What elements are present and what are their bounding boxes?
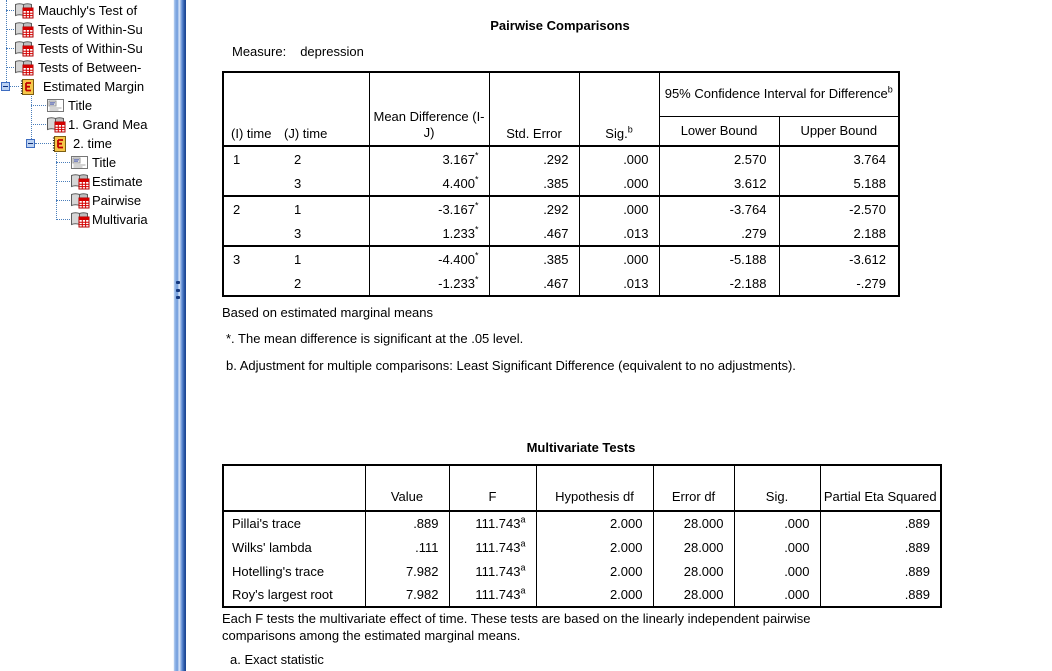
cell-i-time [223,271,291,296]
collapse-toggle-icon[interactable] [1,82,10,91]
tree-item-label: Estimate [92,174,143,189]
cell-upper-bound: 5.188 [779,171,899,196]
cell-value: 7.982 [365,583,449,607]
cell-j-time: 2 [291,146,369,171]
tree-connector [6,48,14,49]
cell-sig: .000 [734,559,820,583]
mv-col-header-f: F [449,465,536,511]
tree-connector [10,86,19,87]
cell-f: 111.743$^a$ [449,511,536,535]
mv-col-header-partial-eta-squared: Partial Eta Squared [820,465,941,511]
col-header-ij [223,72,369,146]
cell-upper-bound: 2.188 [779,221,899,246]
tree-connector [6,10,14,11]
cell-j-time: 3 [294,225,302,241]
cell-sig: .000 [579,246,659,271]
cell-mean-difference: 3.167* [369,146,489,171]
tree-item-label: Tests of Within-Su [38,41,143,56]
tree-item-mauchly-s-test-of[interactable] [0,1,172,20]
cell-hypothesis-df: 2.000 [536,583,653,607]
pairwise-row [223,171,899,196]
pairwise-comparisons-table[interactable] [222,71,900,297]
cell-mean-difference: 1.233* [369,221,489,246]
cell-error-df: 28.000 [653,583,734,607]
cell-sig: .013 [579,271,659,296]
col-header-i-time: (I) time [231,126,272,141]
cell-j-time: 3 [294,175,302,191]
tree-item-tests-of-within-su[interactable] [0,20,172,39]
cell-std-error: .467 [489,221,579,246]
cell-f: 111.743$^a$ [449,559,536,583]
tree-item-pairwise[interactable] [0,191,172,210]
cell-lower-bound: -5.188 [659,246,779,271]
tree-item-label: Title [92,155,117,170]
col-header-mean-difference: Mean Difference (I-J) [369,72,489,146]
cell-mean-difference: -4.400* [369,246,489,271]
multivariate-tests-table[interactable] [222,464,942,608]
footnote-based-on: Based on estimated marginal means [222,305,434,320]
tree-item-2-time[interactable] [0,134,172,153]
output-pane [186,0,1052,671]
tree-item-label: 1. Grand Mea [68,117,148,132]
table-icon [70,173,91,193]
tree-connector [56,200,70,201]
cell-sig: .000 [734,583,820,607]
table-icon [46,116,67,136]
cell-i-time: 1 [223,146,291,171]
tree-item-title[interactable] [0,96,172,115]
tree-item-label: 2. time [73,136,113,151]
cell-partial-eta-squared: .889 [820,559,941,583]
pairwise-row [223,271,899,296]
cell-upper-bound: -2.570 [779,196,899,221]
tree-item-label: Title [68,98,93,113]
cell-mean-difference: -3.167* [369,196,489,221]
multivariate-title: Multivariate Tests [526,440,636,455]
tree-item-1-grand-mea[interactable] [0,115,172,134]
col-header-upper-bound: Upper Bound [779,116,899,146]
cell-std-error: .385 [489,171,579,196]
cell-std-error: .467 [489,271,579,296]
cell-test-name: Wilks' lambda [232,539,312,555]
tree-item-label: Mauchly's Test of [38,3,138,18]
cell-std-error: .292 [489,146,579,171]
tree-item-label: Tests of Within-Su [38,22,143,37]
cell-i-time: 2 [223,196,291,221]
col-header-confidence-interval: 95% Confidence Interval for Difference$^b$ [659,72,899,116]
pane-splitter[interactable] [172,0,186,671]
cell-lower-bound: -2.188 [659,271,779,296]
cell-i-time: 3 [223,246,291,271]
cell-std-error: .385 [489,246,579,271]
cell-f: 111.743$^a$ [449,583,536,607]
cell-sig: .000 [734,535,820,559]
tree-connector [31,105,46,106]
tree-item-tests-of-within-su[interactable] [0,39,172,58]
col-header-sig: Sig.$^b$ [579,72,659,146]
tree-connector [31,124,46,125]
cell-sig: .000 [579,146,659,171]
cell-j-time: 2 [294,275,302,291]
cell-mean-difference: -1.233* [369,271,489,296]
cell-value: 7.982 [365,559,449,583]
col-header-std-error: Std. Error [489,72,579,146]
cell-sig: .013 [579,221,659,246]
tree-connector [56,162,70,163]
pairwise-row [223,146,899,171]
tree-connector [35,143,51,144]
cell-lower-bound: .279 [659,221,779,246]
col-header-lower-bound: Lower Bound [659,116,779,146]
footnote-exact-statistic: a. Exact statistic [230,652,324,667]
cell-sig: .000 [579,196,659,221]
tree-connector [56,219,70,220]
tree-item-label: Estimated Margin [43,79,145,94]
tree-item-tests-of-between[interactable] [0,58,172,77]
collapse-toggle-icon[interactable] [26,139,35,148]
cell-i-time [223,221,291,246]
mv-col-header-hypothesis-df: Hypothesis df [536,465,653,511]
cell-std-error: .292 [489,196,579,221]
tree-item-label: Pairwise [92,193,142,208]
cell-i-time [223,171,291,196]
measure-value: depression [300,44,364,59]
tree-item-multivaria[interactable] [0,210,172,229]
col-header-j-time: (J) time [284,126,328,141]
measure-label: Measure: [232,44,287,59]
title-icon [46,97,65,116]
cell-error-df: 28.000 [653,559,734,583]
cell-value: .889 [365,511,449,535]
cell-upper-bound: -3.612 [779,246,899,271]
tree-item-estimate[interactable] [0,172,172,191]
table-icon [14,21,35,41]
mv-col-header-error-df: Error df [653,465,734,511]
table-icon [14,40,35,60]
cell-sig: .000 [579,171,659,196]
tree-connector [6,67,14,68]
cell-test-name: Hotelling's trace [232,563,325,579]
cell-upper-bound: 3.764 [779,146,899,171]
cell-test-name: Roy's largest root [232,587,333,602]
cell-test-name: Pillai's trace [223,511,365,535]
table-icon [14,59,35,79]
cell-value: .111 [365,535,449,559]
cell-sig: .000 [734,511,820,535]
splitter-grip-icon[interactable] [176,281,181,299]
mv-col-header-value: Value [365,465,449,511]
tree-connector [56,181,70,182]
cell-lower-bound: 3.612 [659,171,779,196]
pairwise-row [223,196,899,221]
cell-error-df: 28.000 [653,535,734,559]
tree-item-label: Multivaria [92,212,148,227]
footnote-adjustment: b. Adjustment for multiple comparisons: Least Significant Difference (equivalent to no adjustments). [226,358,796,373]
cell-upper-bound: -.279 [779,271,899,296]
measure-line [232,44,364,59]
outline-pane [0,0,172,671]
pairwise-title: Pairwise Comparisons [490,18,630,33]
cell-error-df: 28.000 [653,511,734,535]
tree-item-estimated-margin[interactable] [0,77,172,96]
tree-item-title[interactable] [0,153,172,172]
tree-connector [6,29,14,30]
mv-col-header-sig-: Sig. [734,465,820,511]
multivariate-row [223,511,941,535]
cell-lower-bound: 2.570 [659,146,779,171]
footnote-each-f: Each F tests the multivariate effect of time. These tests are based on the linearly independent pairwise comparisons among the estimated marginal means. [222,611,811,643]
title-icon [70,154,89,173]
cell-partial-eta-squared: .889 [820,535,941,559]
multivariate-row [223,559,941,583]
cell-hypothesis-df: 2.000 [536,511,653,535]
multivariate-row [223,583,941,607]
cell-j-time: 1 [291,196,369,221]
footnote-significance: *. The mean difference is significant at the .05 level. [226,331,524,346]
table-icon [70,211,91,231]
multivariate-row [223,535,941,559]
cell-lower-bound: -3.764 [659,196,779,221]
cell-hypothesis-df: 2.000 [536,559,653,583]
cell-hypothesis-df: 2.000 [536,535,653,559]
mv-col-header-label [223,465,365,511]
pairwise-row [223,246,899,271]
tree-item-label: Tests of Between- [38,60,142,75]
cell-mean-difference: 4.400* [369,171,489,196]
table-icon [70,192,91,212]
table-icon [14,2,35,22]
pairwise-row [223,221,899,246]
cell-partial-eta-squared: .889 [820,583,941,607]
cell-f: 111.743$^a$ [449,535,536,559]
cell-j-time: 1 [291,246,369,271]
cell-partial-eta-squared: .889 [820,511,941,535]
